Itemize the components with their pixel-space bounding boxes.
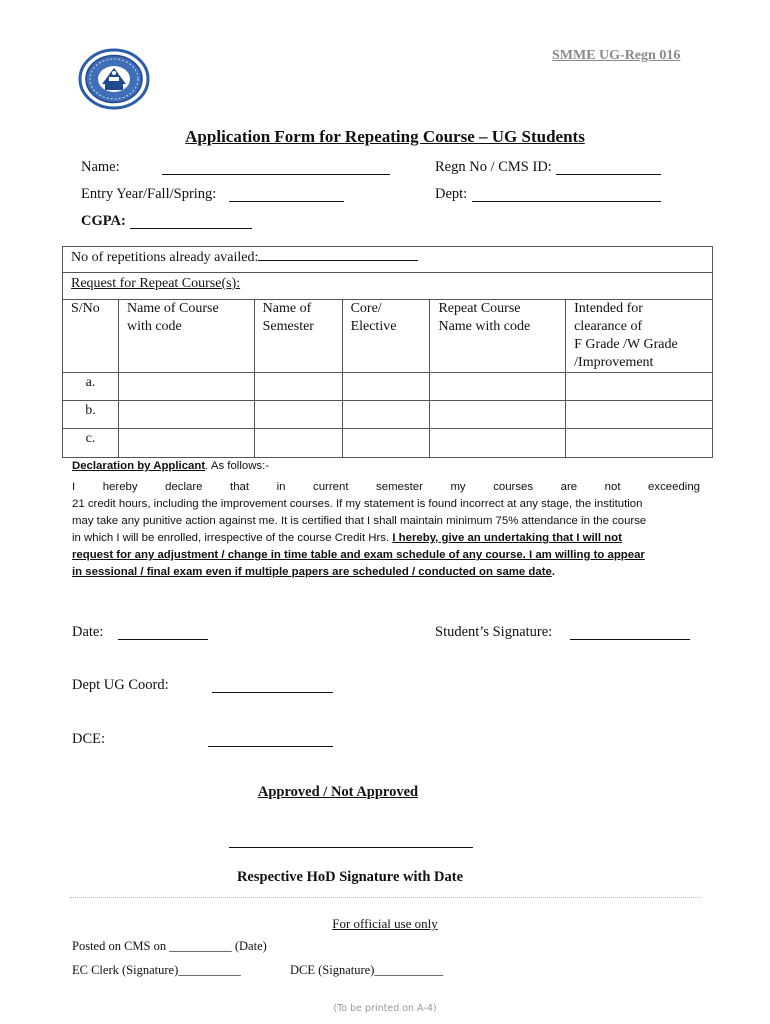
official-use-heading: For official use only <box>332 916 438 931</box>
row-label: c. <box>63 429 119 458</box>
cell-input[interactable] <box>566 373 713 401</box>
ec-clerk-signature: EC Clerk (Signature)__________ <box>72 963 241 977</box>
col-header-repeat-course: Repeat Course Name with code <box>430 300 566 373</box>
cell-input[interactable] <box>254 429 342 458</box>
table-row <box>63 401 713 429</box>
col-header-core-elective: Core/ Elective <box>342 300 430 373</box>
col-header-sno: S/No <box>63 300 119 373</box>
col-header-semester: Name of Semester <box>254 300 342 373</box>
request-row <box>63 273 713 300</box>
cell-input[interactable] <box>342 429 430 458</box>
dce-signature-line[interactable] <box>208 734 333 747</box>
cell-input[interactable] <box>254 373 342 401</box>
col-header-course: Name of Course with code <box>118 300 254 373</box>
repeat-course-table <box>62 246 713 458</box>
cell-input[interactable] <box>566 401 713 429</box>
declaration-line: request for any adjustment / change in time table and exam schedule of any course. I am willing to appear <box>72 549 645 561</box>
row-label: b. <box>63 401 119 429</box>
row-label: a. <box>63 373 119 401</box>
declaration-line: may take any punitive action against me. It is certified that I shall maintain minimum 75% attendance in the course <box>72 515 647 527</box>
cell-input[interactable] <box>430 401 566 429</box>
declaration-line: I hereby declare that in current semester my courses are not exceeding <box>72 481 700 493</box>
request-label: Request for Repeat Course(s): <box>71 276 241 291</box>
repetitions-label: No of repetitions already availed: <box>71 250 259 265</box>
cell-input[interactable] <box>118 401 254 429</box>
declaration-section <box>72 458 700 581</box>
dept-input-line[interactable] <box>472 189 661 202</box>
declaration-heading: Declaration by Applicant <box>72 460 206 472</box>
print-note: (To be printed on A-4) <box>333 1003 437 1014</box>
cell-input[interactable] <box>566 429 713 458</box>
repetitions-row <box>63 247 713 273</box>
cell-input[interactable] <box>118 429 254 458</box>
cgpa-input-line[interactable] <box>130 216 252 229</box>
posted-on-cms: Posted on CMS on __________ (Date) <box>72 939 267 953</box>
name-input-line[interactable] <box>162 162 390 175</box>
student-signature-line[interactable] <box>570 627 690 640</box>
form-reference-code: SMME UG-Regn 016 <box>552 48 681 63</box>
table-row <box>63 373 713 401</box>
declaration-follows: . As follows:- <box>205 460 270 472</box>
student-signature-label: Student’s Signature: <box>435 624 553 640</box>
declaration-line: in sessional / final exam even if multiple papers are scheduled / conducted on same date. <box>72 566 555 578</box>
section-divider <box>70 897 700 898</box>
regn-label: Regn No / CMS ID: <box>435 159 552 175</box>
cell-input[interactable] <box>342 401 430 429</box>
dce-official-signature: DCE (Signature)___________ <box>290 963 444 977</box>
cell-input[interactable] <box>118 373 254 401</box>
cgpa-label: CGPA: <box>81 213 126 229</box>
approval-status: Approved / Not Approved <box>257 784 419 800</box>
dept-label: Dept: <box>435 186 468 202</box>
regn-input-line[interactable] <box>556 162 661 175</box>
entry-year-label: Entry Year/Fall/Spring: <box>81 186 217 202</box>
declaration-line: in which I will be enrolled, irrespective of the course Credit Hrs. I hereby, give an undertaking that I will not <box>72 532 622 544</box>
date-input-line[interactable] <box>118 627 208 640</box>
repetitions-input-line[interactable] <box>258 250 418 261</box>
cell-input[interactable] <box>254 401 342 429</box>
dept-ug-coord-signature-line[interactable] <box>212 680 333 693</box>
declaration-heading-line <box>72 458 700 475</box>
declaration-line: 21 credit hours, including the improvement courses. If my statement is found incorrect at any stage, the institution <box>72 498 643 510</box>
hod-signature-label: Respective HoD Signature with Date <box>236 869 464 885</box>
dce-label: DCE: <box>72 731 106 747</box>
name-label: Name: <box>81 159 120 175</box>
university-logo <box>78 48 150 110</box>
date-label: Date: <box>72 624 104 640</box>
cell-input[interactable] <box>342 373 430 401</box>
table-row <box>63 429 713 458</box>
col-header-intended: Intended for clearance of F Grade /W Grade /Improvement <box>566 300 713 373</box>
entry-year-input-line[interactable] <box>229 189 344 202</box>
dept-ug-coord-label: Dept UG Coord: <box>72 677 169 693</box>
table-header-row <box>63 300 713 373</box>
cell-input[interactable] <box>430 373 566 401</box>
cell-input[interactable] <box>430 429 566 458</box>
hod-signature-line[interactable] <box>229 847 473 848</box>
form-title: Application Form for Repeating Course – UG Students <box>185 127 585 146</box>
